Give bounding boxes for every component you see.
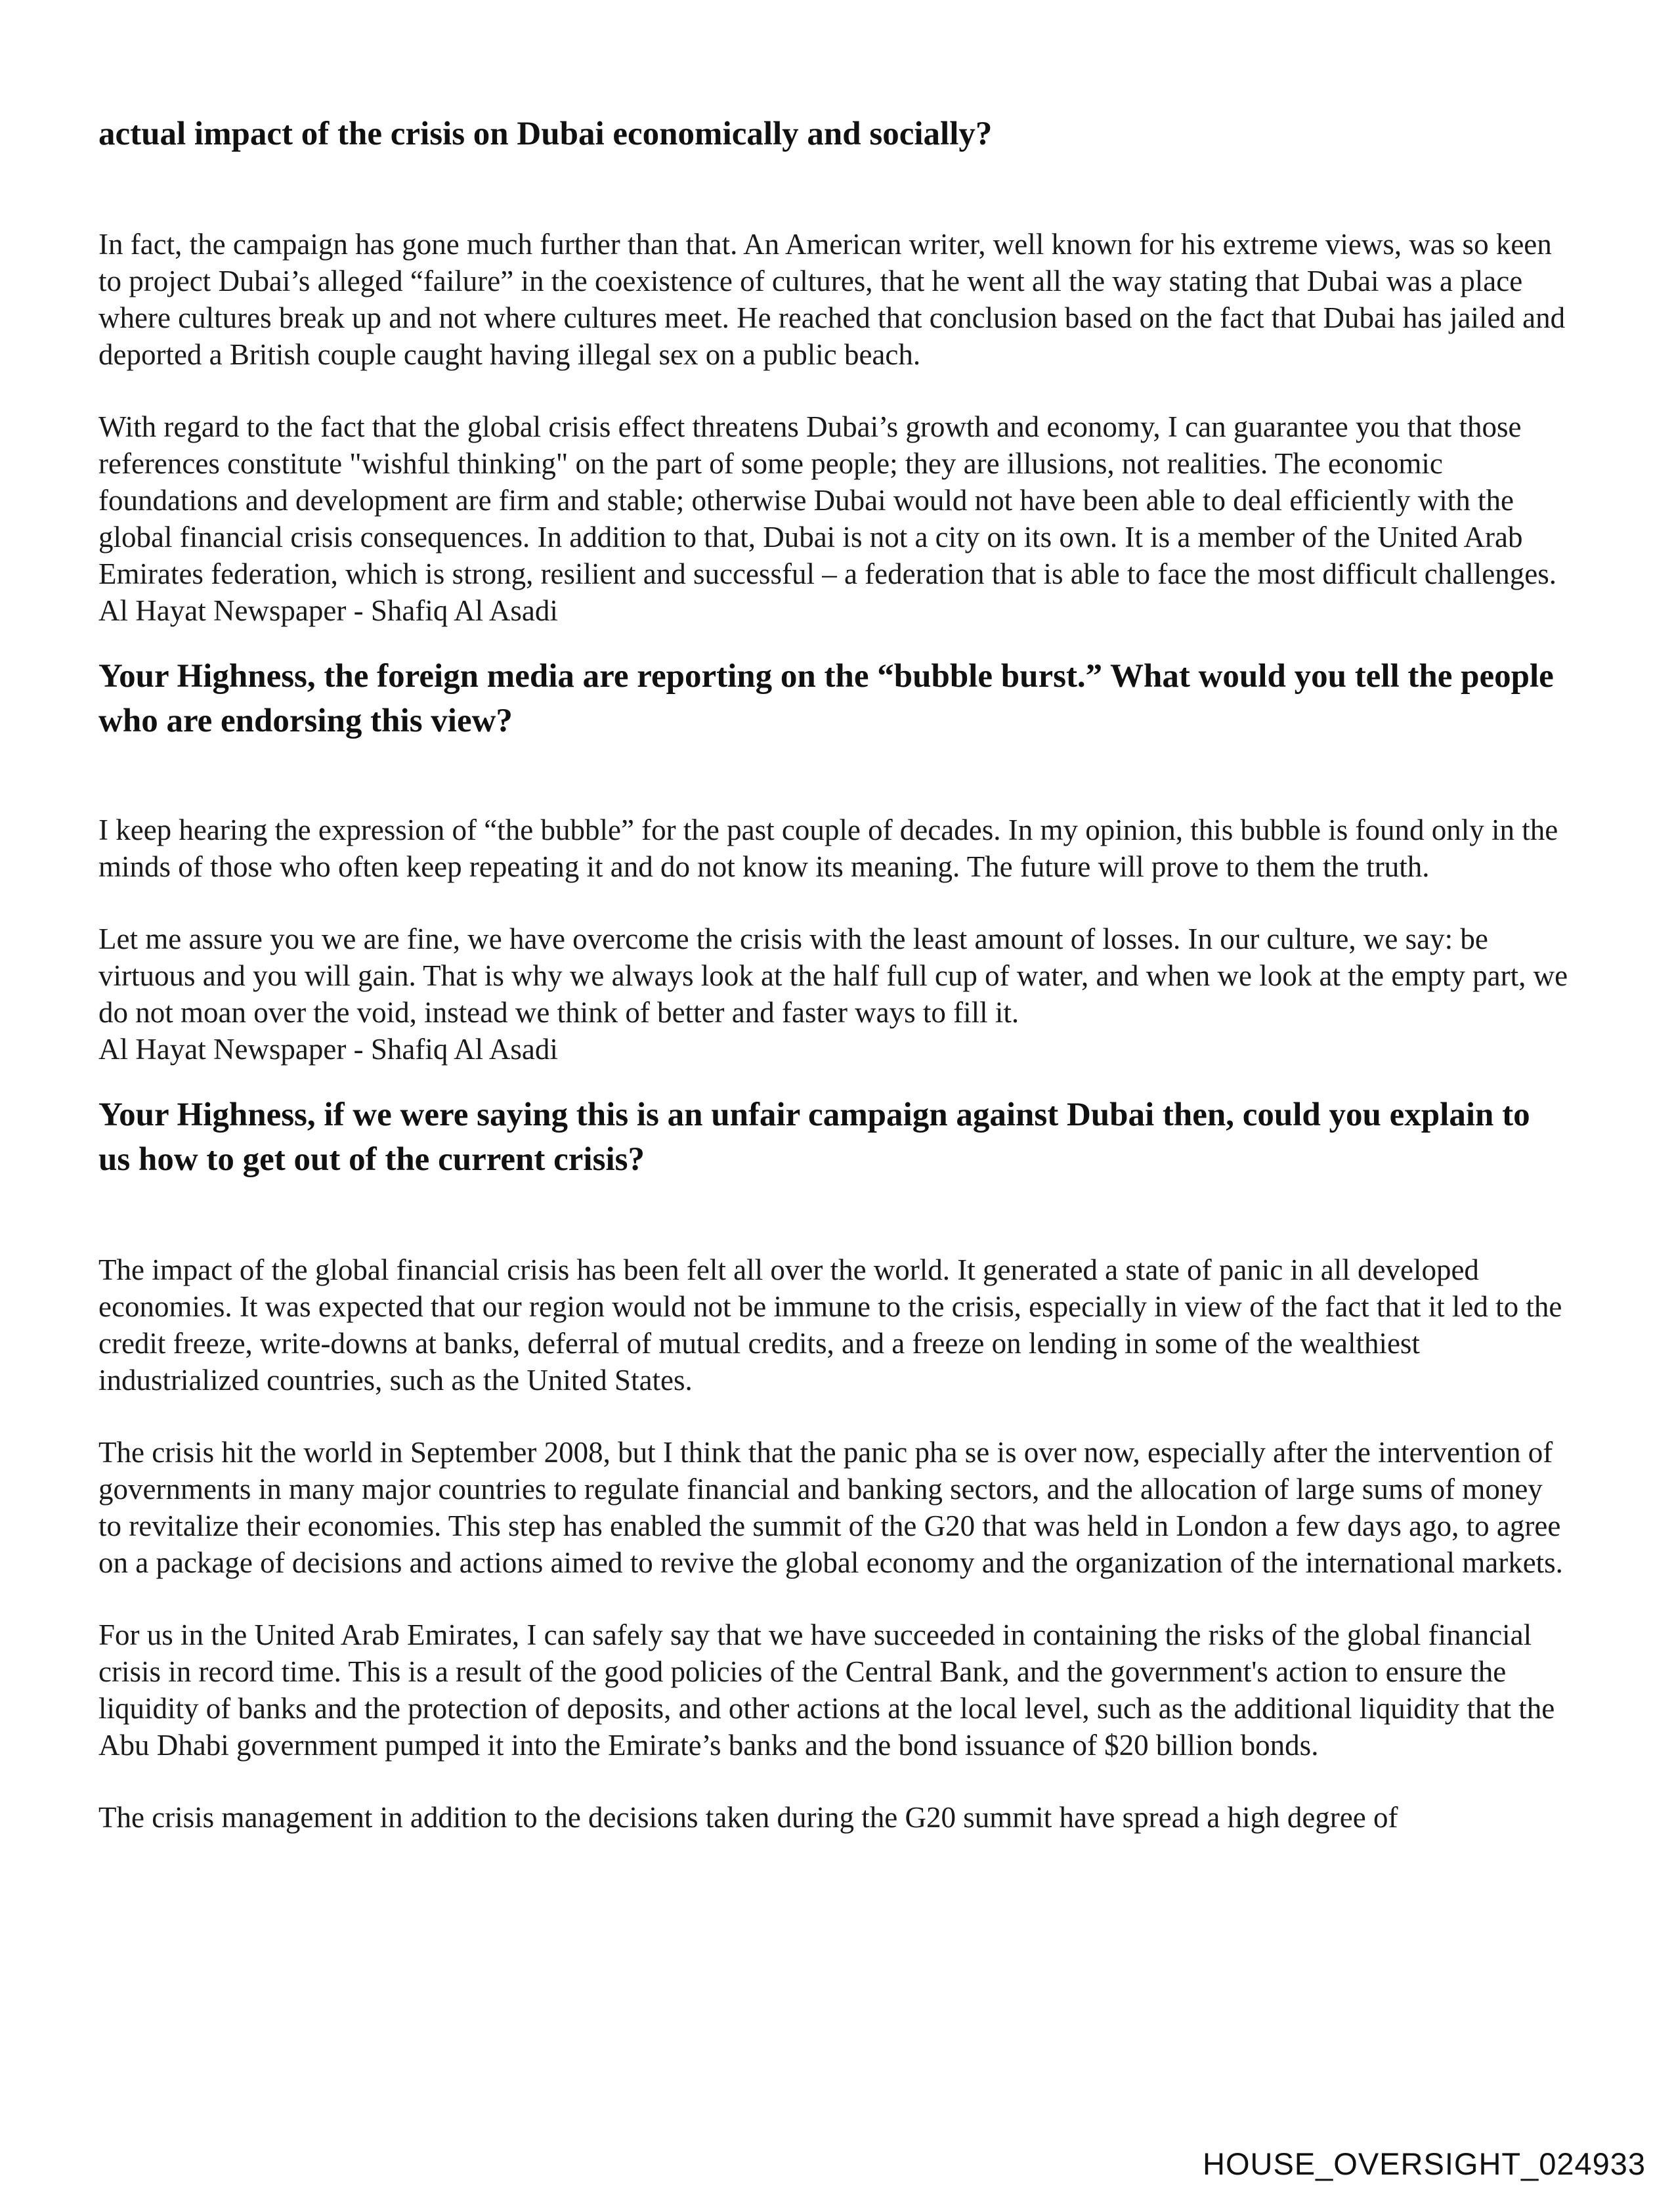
section-heading: actual impact of the crisis on Dubai economically and socially?	[98, 116, 993, 152]
paragraph: The crisis hit the world in September 2008, but I think that the panic pha se is over now, especially after the intervention of governments in many major countries to regulate financial and banking sectors, and the allocation of large sums of money to revitalize their economies. This step has enabled the summit of the G20 that was held in London a few days ago, to agree on a package of decisions and actions aimed to revive the global economy and the organization of the international markets.	[98, 1436, 1563, 1579]
paragraph: The crisis management in addition to the decisions taken during the G20 summit have spread a high degree of	[98, 1801, 1398, 1834]
paragraph: For us in the United Arab Emirates, I can safely say that we have succeeded in containing the risks of the global financial crisis in record time. This is a result of the good policies of the Central Bank, and the government's action to ensure the liquidity of banks and the protection of deposits, and other actions at the local level, such as the additional liquidity that the Abu Dhabi government pumped it into the Emirate’s banks and the bond issuance of $20 billion bonds.	[98, 1618, 1555, 1762]
source-attribution: Al Hayat Newspaper - Shafiq Al Asadi	[98, 594, 558, 627]
bates-number: HOUSE_OVERSIGHT_024933	[1203, 2146, 1646, 2181]
section-heading: Your Highness, the foreign media are reporting on the “bubble burst.” What would you tell the people who are endorsing this view?	[98, 658, 1554, 739]
paragraph: In fact, the campaign has gone much further than that. An American writer, well known for his extreme views, was so keen to project Dubai’s alleged “failure” in the coexistence of cultures, that he went all the way stating that Dubai was a place where cultures break up and not where cultures meet. He reached that conclusion based on the fact that Dubai has jailed and deported a British couple caught having illegal sex on a public beach.	[98, 228, 1566, 371]
document-page	[98, 112, 1569, 1836]
paragraph: I keep hearing the expression of “the bubble” for the past couple of decades. In my opinion, this bubble is found only in the minds of those who often keep repeating it and do not know its meaning. The future will prove to them the truth.	[98, 813, 1558, 883]
source-attribution: Al Hayat Newspaper - Shafiq Al Asadi	[98, 1033, 558, 1066]
paragraph: The impact of the global financial crisis has been felt all over the world. It generated a state of panic in all developed economies. It was expected that our region would not be immune to the crisis, especially in view of the fact that it led to the credit freeze, write-downs at banks, deferral of mutual credits, and a freeze on lending in some of the wealthiest industrialized countries, such as the United States.	[98, 1253, 1562, 1397]
section-heading: Your Highness, if we were saying this is an unfair campaign against Dubai then, could you explain to us how to get out of the current crisis?	[98, 1096, 1530, 1178]
paragraph: Let me assure you we are fine, we have overcome the crisis with the least amount of losses. In our culture, we say: be virtuous and you will gain. That is why we always look at the half full cup of water, and when we look at the empty part, we do not moan over the void, instead we think of better and faster ways to fill it.	[98, 922, 1568, 1029]
paragraph: With regard to the fact that the global crisis effect threatens Dubai’s growth and economy, I can guarantee you that those references constitute "wishful thinking" on the part of some people; they are illusions, not realities. The economic foundations and development are firm and stable; otherwise Dubai would not have been able to deal efficiently with the global financial crisis consequences. In addition to that, Dubai is not a city on its own. It is a member of the United Arab Emirates federation, which is strong, resilient and successful – a federation that is able to face the most difficult challenges.	[98, 410, 1556, 590]
